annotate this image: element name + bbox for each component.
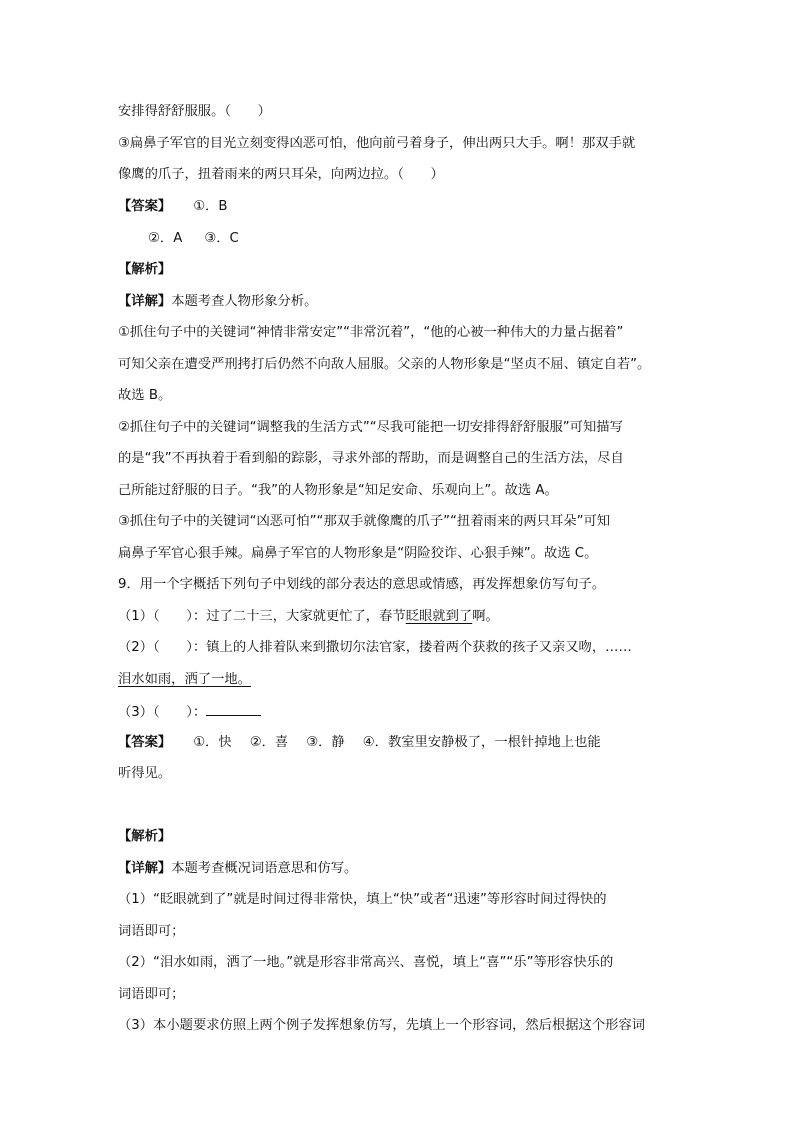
analysis-line: （1）“眨眼就到了”就是时间过得非常快，填上“快”或者“迅速”等形容时间过得快的 bbox=[118, 892, 607, 907]
item-prefix: （3）（ ）： bbox=[118, 705, 207, 720]
answer-label: 【答案】 bbox=[118, 735, 172, 750]
answer-blank bbox=[206, 701, 261, 716]
detail-text: 本题考查概况词语意思和仿写。 bbox=[171, 861, 358, 876]
answer-row bbox=[118, 197, 228, 217]
analysis-line: 词语即可； bbox=[118, 924, 185, 939]
text-line: 安排得舒舒服服。（ ） bbox=[118, 104, 271, 119]
detail-label: 【详解】 bbox=[118, 294, 172, 309]
detail-row bbox=[118, 859, 357, 879]
analysis-line: ③抓住句子中的关键词“凶恶可怕”“那双手就像鹰的爪子”“扭着雨来的两只耳朵”可知 bbox=[118, 514, 611, 529]
question-title: 9．用一个字概括下列句子中划线的部分表达的意思或情感，再发挥想象仿写句子。 bbox=[118, 577, 606, 592]
analysis-line: 故选 B。 bbox=[118, 388, 172, 403]
answer-item: ③．C bbox=[204, 231, 239, 246]
analysis-line: 可知父亲在遭受严刑拷打后仍然不向敌人屈服。父亲的人物形象是“坚贞不屈、镇定自若”。 bbox=[118, 357, 651, 372]
question-item-1 bbox=[118, 607, 499, 627]
analysis-line: ①抓住句子中的关键词“神情非常安定”“非常沉着”，“他的心被一种伟大的力量占据着” bbox=[118, 325, 624, 340]
answer-item: ②．喜 bbox=[249, 735, 289, 750]
answer-label: 【答案】 bbox=[118, 199, 172, 214]
analysis-line: （3）本小题要求仿照上两个例子发挥想象仿写，先填上一个形容词，然后根据这个形容词 bbox=[118, 1018, 646, 1033]
text-line: 像鹰的爪子，扭着雨来的两只耳朵，向两边拉。（ ） bbox=[118, 167, 444, 182]
answer-item: ③．静 bbox=[306, 735, 345, 750]
analysis-line: 扁鼻子军官心狠手辣。扁鼻子军官的人物形象是“阴险狡诈、心狠手辣”。故选 C。 bbox=[118, 546, 598, 561]
analysis-line: 己所能过舒服的日子。“我”的人物形象是“知足安命、乐观向上”。故选 A。 bbox=[118, 483, 558, 498]
detail-row bbox=[118, 292, 317, 312]
answer-row bbox=[148, 229, 239, 249]
analysis-line: 词语即可； bbox=[118, 987, 185, 1002]
analysis-line: （2）“泪水如雨，洒了一地。”就是形容非常高兴、喜悦，填上“喜”“乐”等形容快乐的 bbox=[118, 955, 614, 970]
answer-row bbox=[118, 733, 601, 753]
text-line: ③扁鼻子军官的目光立刻变得凶恶可怕，他向前弓着身子，伸出两只大手。啊！那双手就 bbox=[118, 136, 636, 151]
answer-item: ④．教室里安静极了，一根针掉地上也能 bbox=[362, 735, 601, 750]
answer-continuation: 听得见。 bbox=[118, 766, 172, 781]
analysis-label: 【解析】 bbox=[118, 262, 172, 277]
item-suffix: 啊。 bbox=[472, 609, 499, 624]
analysis-line: ②抓住句子中的关键词“调整我的生活方式”“尽我可能把一切安排得舒舒服服”可知描写 bbox=[118, 420, 623, 435]
answer-item: ①．快 bbox=[193, 735, 232, 750]
answer-item: ②．A bbox=[148, 231, 183, 246]
underlined-phrase: 泪水如雨，洒了一地。 bbox=[118, 672, 251, 687]
question-item-2: （2）（ ）：镇上的人排着队来到撒切尔法官家，搂着两个获救的孩子又亲又吻，…… bbox=[118, 640, 632, 655]
underlined-phrase: 眨眼就到了 bbox=[405, 609, 473, 624]
item-prefix: （1）（ ）：过了二十三，大家就更忙了，春节 bbox=[118, 609, 406, 624]
answer-item: ①．B bbox=[193, 199, 228, 214]
detail-text: 本题考查人物形象分析。 bbox=[171, 294, 318, 309]
question-item-3 bbox=[118, 701, 261, 721]
analysis-label: 【解析】 bbox=[118, 829, 172, 844]
analysis-line: 的是“我”不再执着于看到船的踪影，寻求外部的帮助，而是调整自己的生活方法，尽自 bbox=[118, 451, 624, 466]
detail-label: 【详解】 bbox=[118, 861, 172, 876]
question-item-2-cont bbox=[118, 670, 251, 690]
